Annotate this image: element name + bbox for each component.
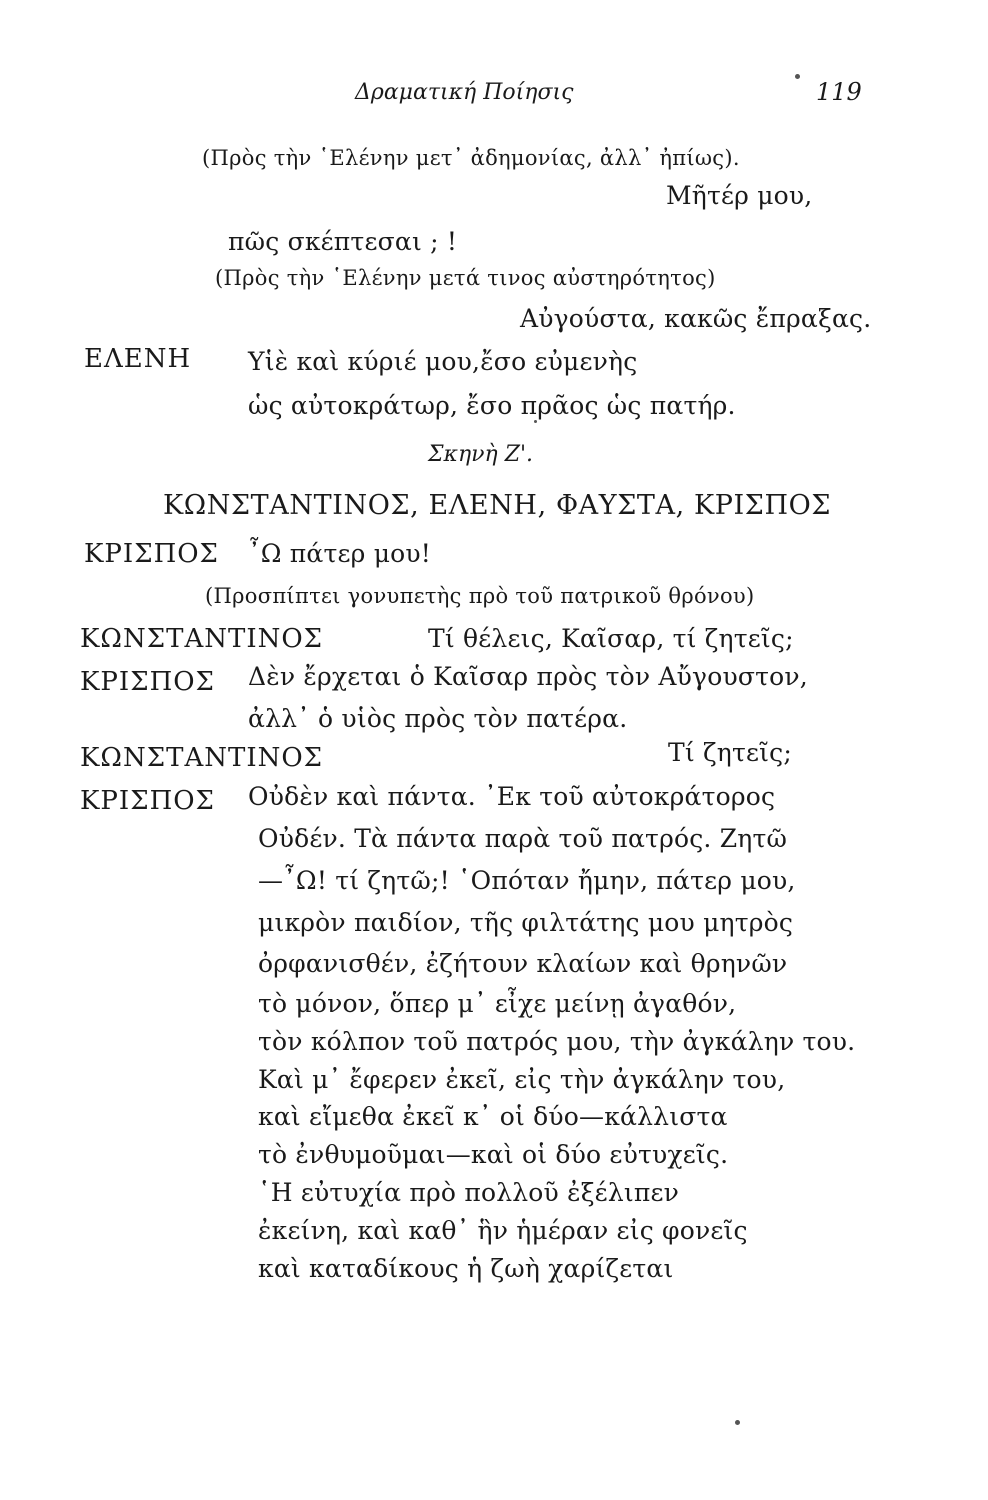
verse-line: τὸ μόνον, ὅπερ μ᾿ εἶχε μείνῃ ἀγαθόν,	[258, 989, 737, 1018]
verse-line: καὶ καταδίκους ἡ ζωὴ χαρίζεται	[258, 1254, 674, 1283]
verse-line: πῶς σκέπτεσαι ; !	[228, 227, 458, 256]
speaker-name: ΚΩΝΣΤΑΝΤΙΝΟΣ	[80, 624, 324, 654]
verse-line: Μῆτέρ μου,	[666, 181, 813, 210]
verse-line: ὀρφανισθέν, ἐζήτουν κλαίων καὶ θρηνῶν	[258, 949, 788, 978]
verse-line: ὡς αὐτοκράτωρ, ἔσο πρᾶος ὡς πατήρ.	[248, 391, 736, 420]
verse-line: ἀλλ᾿ ὁ υἱὸς πρὸς τὸν πατέρα.	[248, 704, 628, 733]
verse-line: Οὐδέν. Τὰ πάντα παρὰ τοῦ πατρός. Ζητῶ	[258, 824, 788, 853]
verse-line: Δὲν ἔρχεται ὁ Καῖσαρ πρὸς τὸν Αὔγουστον,	[248, 662, 808, 691]
print-speck	[795, 74, 800, 79]
speaker-name: ΚΡΙΣΠΟΣ	[80, 667, 215, 697]
scene-heading: Σκηνὴ Ζ'.	[428, 442, 534, 467]
verse-line: μικρὸν παιδίον, τῆς φιλτάτης μου μητρὸς	[258, 908, 794, 937]
verse-line: Οὐδὲν καὶ πάντα. ᾿Εκ τοῦ αὐτοκράτορος	[248, 782, 776, 811]
stage-direction: (Πρὸς τὴν ῾Ελένην μετά τινος αὐστηρότητος)	[215, 266, 716, 290]
verse-line: Υἱὲ καὶ κύριέ μου,ἔσο εὐμενὴς	[248, 347, 638, 376]
verse-line: ἐκείνη, καὶ καθ᾿ ἣν ἡμέραν εἰς φονεῖς	[258, 1216, 748, 1245]
verse-line: Τί ζητεῖς;	[668, 738, 792, 767]
print-speck	[534, 420, 537, 423]
verse-line: τὸν κόλπον τοῦ πατρός μου, τὴν ἀγκάλην του.	[258, 1027, 856, 1056]
speaker-name: ΚΡΙΣΠΟΣ	[80, 786, 215, 816]
verse-line: ῾Η εὐτυχία πρὸ πολλοῦ ἐξέλιπεν	[258, 1178, 680, 1207]
verse-line: Τί θέλεις, Καῖσαρ, τί ζητεῖς;	[428, 624, 794, 653]
stage-direction: (Προσπίπτει γονυπετὴς πρὸ τοῦ πατρικοῦ θρόνου)	[205, 584, 755, 608]
speaker-name: ΕΛΕΝΗ	[84, 344, 192, 374]
verse-line: —῏Ω! τί ζητῶ;! ῾Οπόταν ἤμην, πάτερ μου,	[258, 866, 796, 895]
verse-line: καὶ εἴμεθα ἐκεῖ κ᾿ οἱ δύο—κάλλιστα	[258, 1102, 728, 1131]
speaker-name: ΚΡΙΣΠΟΣ	[84, 539, 219, 569]
verse-line: Καὶ μ᾿ ἔφερεν ἐκεῖ, εἰς τὴν ἀγκάλην του,	[258, 1065, 786, 1094]
print-speck	[735, 1420, 740, 1425]
speaker-name: ΚΩΝΣΤΑΝΤΙΝΟΣ	[80, 743, 324, 773]
verse-line: ῏Ω πάτερ μου!	[248, 539, 432, 568]
stage-direction: (Πρὸς τὴν ῾Ελένην μετ᾿ ἀδημονίας, ἀλλ᾿ ἠπίως).	[202, 146, 740, 170]
verse-line: Αὐγούστα, κακῶς ἔπραξας.	[520, 304, 872, 333]
cast-list: ΚΩΝΣΤΑΝΤΙΝΟΣ, ΕΛΕΝΗ, ΦΑΥΣΤΑ, ΚΡΙΣΠΟΣ	[163, 490, 832, 521]
verse-line: τὸ ἐνθυμοῦμαι—καὶ οἱ δύο εὐτυχεῖς.	[258, 1140, 729, 1169]
page-number: 119	[816, 78, 862, 106]
running-header: Δραματική Ποίησις	[355, 80, 574, 105]
